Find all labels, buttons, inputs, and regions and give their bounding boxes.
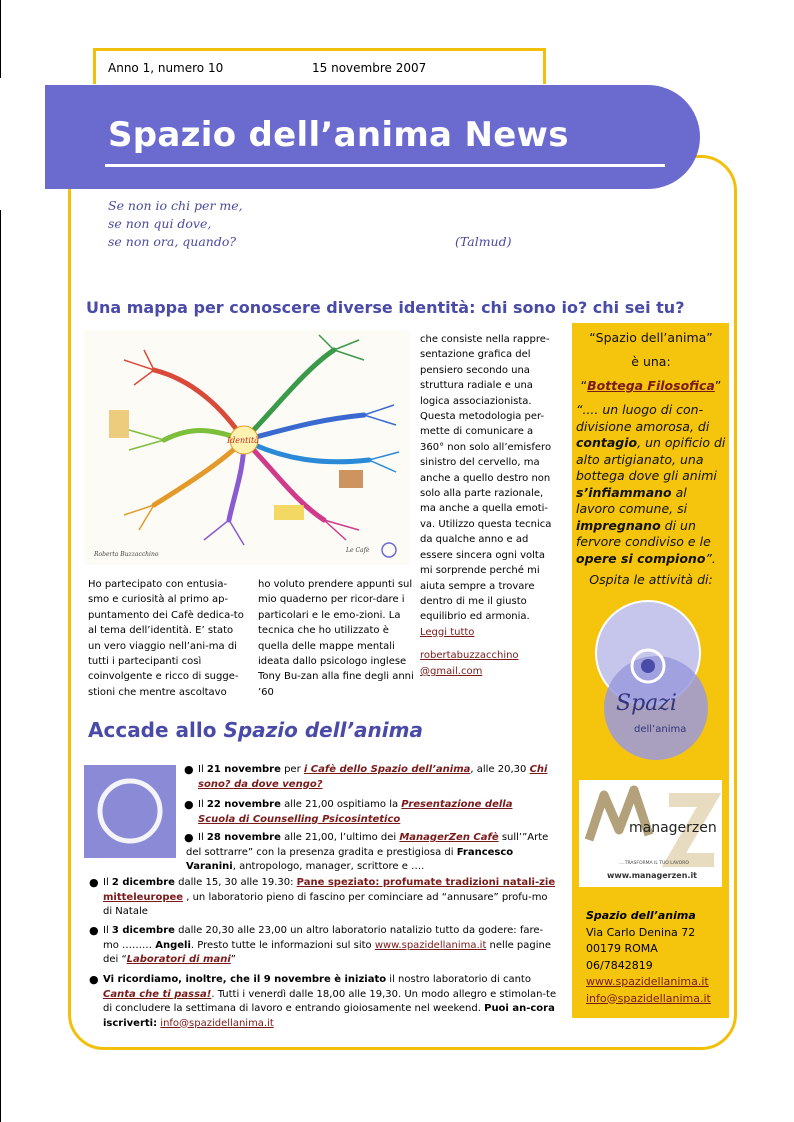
events-heading-italic: Spazio dell’anima	[223, 718, 423, 742]
event-text: alle 21,00, l’ultimo dei	[280, 832, 400, 843]
event-date: 2 dicembre	[111, 877, 175, 888]
event-bold: Vi ricordiamo, inoltre, che il 9 novembre è iniziato	[103, 974, 387, 985]
event-text: Il	[198, 832, 207, 843]
event-text: , un laboratorio pieno di fascino per cominciare ad “annusare” profu-mo di Natale	[103, 891, 548, 917]
quote-source: (Talmud)	[455, 234, 512, 249]
event-email-link[interactable]: info@spazidellanima.it	[160, 1017, 274, 1029]
contact-name: Spazio dell’anima	[586, 909, 696, 922]
event-link[interactable]: i Cafè dello Spazio dell’anima	[303, 764, 471, 775]
mind-map-image	[84, 330, 410, 565]
circle-icon	[84, 765, 176, 858]
logo-text-anima: dell’anima	[634, 724, 687, 735]
logo-text-managerzen: managerzen	[629, 820, 717, 836]
event-text: dalle 15, 30 alle 19.30:	[174, 877, 297, 888]
quote-text: , un opificio di alto artigianato, una bottega dove gli animi	[576, 435, 726, 483]
event-date: 28 novembre	[206, 832, 281, 843]
bullet-icon: ●	[184, 798, 194, 811]
contact-email-link[interactable]: info@spazidellanima.it	[586, 991, 711, 1005]
bullet-icon: ●	[89, 876, 99, 889]
quote-bold: s’infiammano	[576, 484, 672, 500]
event-item	[89, 973, 558, 1031]
event-site-link[interactable]: www.spazidellanima.it	[374, 939, 487, 951]
event-item	[89, 924, 558, 968]
bottega-filosofica-link[interactable]: Bottega Filosofica	[587, 378, 715, 393]
event-text: nelle pagine dei “	[103, 939, 552, 965]
bullet-icon: ●	[184, 763, 194, 776]
article-column-3-text: che consiste nella rappre-sentazione grafica del pensiero secondo una struttura radiale e una logica associazionista. Questa metodologia per-mette di comunicare a 360° non solo all’emisfero sinistro del cervello, ma anche a quello destro non solo alla parte razionale, ma anche a quella emoti-va. Utilizzo questa tecnica da qualche anno e ad essere sincera ogni volta mi sorprende perché mi aiuta sempre a trovare dentro di me il giusto equilibrio ed armonia.	[420, 334, 552, 623]
quote-text: di un fervore condiviso e le	[576, 517, 711, 549]
managerzen-logo	[579, 780, 722, 887]
article-column-2: ho voluto prendere appunti sul mio quaderno per ricor-dare i particolari e le emo-zioni. La tecnica che ho utilizzato è quella delle mappe mentali ideata dallo psicologo inglese Tony Bu-zan alla fine degli anni ’60	[258, 579, 414, 698]
event-date: 21 novembre	[206, 764, 281, 775]
events-image	[84, 765, 176, 858]
article-column-3	[420, 332, 560, 640]
event-link[interactable]: ManagerZen Cafè	[399, 832, 499, 843]
contact-website-link[interactable]: www.spazidellanima.it	[586, 975, 709, 988]
bullet-icon: ●	[89, 973, 99, 986]
quote-bold: opere si compiono	[576, 550, 706, 566]
issue-date: 15 novembre 2007	[312, 61, 427, 75]
event-person: Francesco Varanini	[186, 846, 514, 872]
events-heading-text: Accade allo	[88, 718, 224, 742]
bullet-icon: ●	[89, 924, 99, 937]
event-bold: Angeli	[155, 939, 191, 951]
event-text: il nostro laboratorio di canto	[386, 974, 531, 985]
event-link[interactable]: Pane speziato: profumate tradizioni natali-zie mitteleuropee	[103, 877, 556, 903]
quote-text: ”.	[705, 550, 716, 566]
newsletter-title: Spazio dell’anima News	[108, 115, 569, 155]
event-link[interactable]: Laboratori di mani	[126, 954, 231, 965]
sidebar-quote	[576, 402, 726, 567]
event-text: . Presto tutte le informazioni sul sito	[190, 939, 375, 951]
sidebar-bottega	[576, 378, 726, 395]
article-column-1: Ho partecipato con entusia-smo e curiosità al primo ap-puntamento dei Cafè dedica-to al tema dell’identità. E’ stato un vero viaggio nell’ani-ma di tutti i partecipanti così coinvolgente e ricco di sugge-stioni che mentre ascoltavo	[88, 579, 244, 698]
event-date: 3 dicembre	[111, 925, 175, 936]
event-link[interactable]: Canta che ti passa!	[103, 988, 212, 1000]
page-edge-line	[0, 0, 1, 78]
author-email-line[interactable]: @gmail.com	[420, 666, 483, 677]
event-text: . Tutti i venerdì dalle 18,00 alle 19,30. Un modo allegro e stimolan-te di concludere la settimana di lavoro e entrando gioiosamente nel weekend.	[103, 988, 557, 1014]
event-text: Il	[198, 764, 207, 775]
logo-text-tagline: ....TRASFORMA IL TUO LAVORO	[619, 861, 689, 866]
event-text: , antropologo, manager, scrittore e ….	[232, 861, 425, 872]
quote-mark: “	[580, 378, 588, 393]
quote-mark: ”	[714, 378, 722, 393]
event-text: alle 21,00 ospitiamo la	[280, 799, 402, 810]
event-text: Il	[198, 799, 207, 810]
read-more-link[interactable]: Leggi tutto	[420, 626, 475, 638]
event-text: per	[280, 764, 304, 775]
opening-quote	[108, 197, 243, 251]
quote-line: Se non io chi per me,	[108, 198, 243, 213]
page-edge-line	[0, 210, 1, 1122]
contact-city: 00179 ROMA	[586, 942, 658, 955]
event-link[interactable]: Presentazione della Scuola di Counselling Psicosintetico	[198, 799, 513, 825]
event-text: Il	[103, 925, 112, 936]
event-text: sull’”Arte del sottrarre” con la presenza gradita e prestigiosa di	[186, 832, 549, 858]
logo-text-spazi: Spazi	[616, 691, 677, 716]
sidebar-title: “Spazio dell’anima”	[589, 330, 713, 345]
spazi-dell-anima-logo	[586, 598, 716, 770]
quote-bold: impregnano	[576, 517, 661, 533]
quote-line: se non ora, quando?	[108, 234, 237, 249]
event-item	[186, 831, 558, 875]
events-heading	[88, 718, 423, 742]
map-center-label: Identità	[227, 436, 259, 445]
author-email[interactable]	[420, 648, 519, 680]
issue-number: Anno 1, numero 10	[108, 61, 224, 75]
quote-text: al lavoro comune, si	[576, 484, 688, 516]
contact-street: Via Carlo Denina 72	[586, 925, 696, 939]
event-text: Il	[103, 877, 112, 888]
article-heading: Una mappa per conoscere diverse identità: chi sono io? chi sei tu?	[86, 298, 685, 317]
event-item	[184, 763, 556, 792]
sidebar-subtitle: è una:	[631, 354, 671, 369]
event-text: ”	[230, 954, 236, 965]
event-item	[89, 876, 558, 920]
map-corner-label: Le Cafè	[346, 547, 370, 554]
author-email-line[interactable]: robertabuzzacchino	[420, 650, 519, 661]
event-text: dalle 20,30 alle 23,00 un altro laboratorio natalizio tutto da godere: fare-mo ………	[103, 925, 544, 951]
event-date: 22 novembre	[206, 799, 281, 810]
quote-line: se non qui dove,	[108, 216, 212, 231]
logo-text-url: www.managerzen.it	[607, 871, 698, 880]
event-text: , alle 20,30	[470, 764, 530, 775]
contact-phone: 06/7842819	[586, 958, 653, 972]
sidebar-ospita: Ospita le attività di:	[589, 572, 713, 587]
quote-text: “.... un luogo di con-divisione amorosa, di	[576, 402, 710, 434]
banner-underline	[105, 164, 665, 167]
event-item	[184, 798, 528, 827]
event-bold: Puoi an-cora iscriverti:	[103, 1003, 555, 1029]
map-signature: Roberta Buzzacchino	[94, 551, 159, 558]
bullet-icon: ●	[184, 831, 194, 844]
quote-bold: contagio	[576, 435, 638, 450]
contact-info	[586, 908, 711, 1007]
event-link[interactable]: Chi sono? da dove vengo?	[198, 764, 548, 790]
